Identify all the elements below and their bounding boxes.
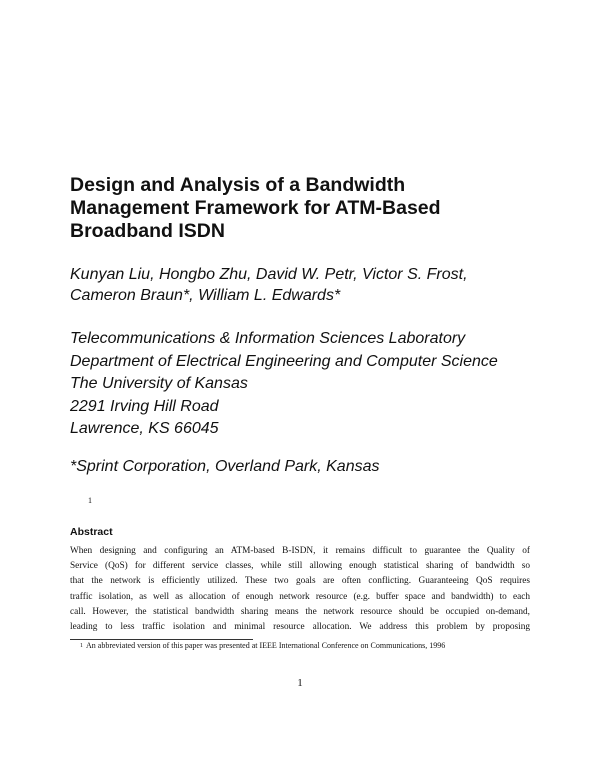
abstract-line: Service (QoS) for different service classes, while still allowing enough statistical sharing of bandwidth so (70, 561, 530, 572)
author-line: Cameron Braun*, William L. Edwards* (70, 287, 341, 304)
footnote-marker: 1 (88, 496, 92, 505)
affiliation-line: 2291 Irving Hill Road (70, 397, 219, 415)
author-list (70, 264, 550, 306)
footnote-text: An abbreviated version of this paper was presented at IEEE International Conference on Communications, 1996 (86, 641, 446, 650)
title-line: Broadband ISDN (70, 220, 225, 242)
title-line: Management Framework for ATM-Based (70, 197, 441, 219)
affiliation-line: Lawrence, KS 66045 (70, 420, 219, 437)
abstract-line: leading to less traffic isolation and minimal resource allocation. We address this problem by proposing (70, 622, 530, 633)
footnote-divider (70, 639, 253, 640)
sponsor-affiliation: *Sprint Corporation, Overland Park, Kansas (70, 458, 380, 475)
footnote-number: 1 (80, 643, 83, 649)
paper-title (70, 174, 540, 243)
title-line: Design and Analysis of a Bandwidth (70, 174, 406, 196)
affiliation-line: Department of Electrical Engineering and Computer Science (70, 352, 498, 370)
abstract-line: When designing and configuring an ATM-based B-ISDN, it remains difficult to guarantee the Quality of (70, 546, 530, 556)
abstract-heading: Abstract (70, 526, 113, 538)
affiliation-block (70, 328, 570, 441)
abstract-line: traffic isolation, as well as allocation of enough network resource (e.g. buffer space and bandwidth) to each (70, 591, 530, 602)
abstract-body (70, 544, 530, 635)
abstract-line: that the network is efficiently utilized. These two goals are often conflicting. Guaranteeing QoS requires (70, 576, 530, 587)
affiliation-line: Telecommunications & Information Sciences Laboratory (70, 330, 466, 347)
author-line: Kunyan Liu, Hongbo Zhu, David W. Petr, Victor S. Frost, (70, 266, 468, 283)
page-number: 1 (297, 677, 303, 689)
footnote (80, 641, 540, 651)
affiliation-line: The University of Kansas (70, 375, 248, 392)
abstract-line: call. However, the statistical bandwidth sharing means the network resource should be occupied on-demand, (70, 606, 530, 617)
